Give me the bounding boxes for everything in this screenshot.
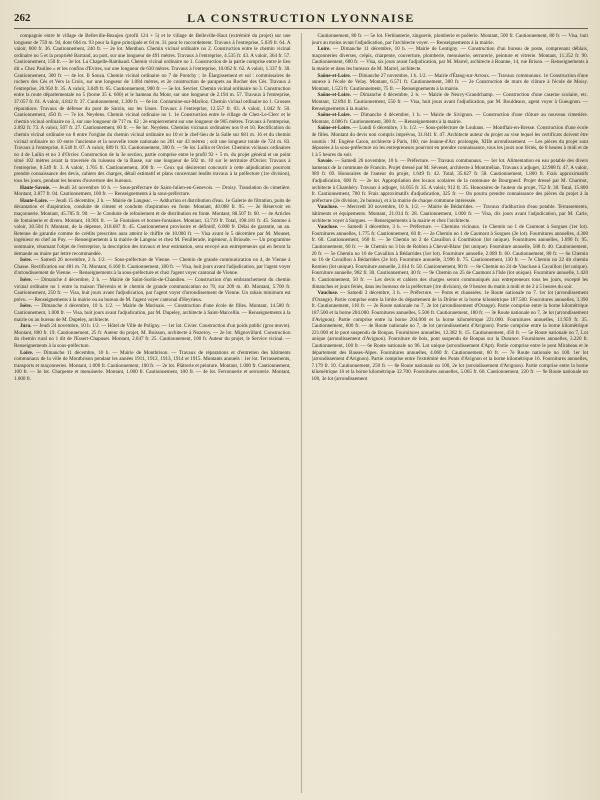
notice-paragraph: [312, 73, 589, 93]
notice-paragraph: [14, 33, 291, 185]
notice-paragraph: [14, 303, 291, 323]
notice-paragraph: [312, 290, 589, 382]
notice-department: Vaucluse.: [317, 204, 339, 211]
column-divider: [301, 33, 302, 793]
notice-paragraph: [312, 224, 589, 290]
notice-department: Vaucluse.: [317, 290, 339, 297]
notice-text: Cautionnement, 80 fr. — 5e lot. Ferblanterie, zinguerie, plomberie et poêlerie. Montant, 500 fr. Cautionnement, 80 fr. — Visa, huit jours au moins avant l'adjudication, par l'architecte voyer. — Renseignements à la mairie.: [311, 33, 588, 46]
notice-text: — Dimanche 11 décembre, 10 h. — Mairie de Montbrison. — Travaux de réparations et d'entretien des bâtiments communaux de la ville de Montbrison pendant les années 1911, 1912, 1913, 1914 et 1915. Montants annuels : 1er lot. Terrassements, transports et maçonneries. Montant, 1.000 fr. Cautionnement, 100 fr. — 2e lot. Plâtrerie et peinture. Montant, 1.000 fr. Cautionnement, 100 fr. — 3e lot. Charpente et menuiserie. Montant, 1.000 fr. Cautionnement, 100 fr. — 4e lot. Ferronnerie et serrurerie. Montant, 1.000 fr.: [14, 349, 291, 382]
notice-department: Saône-et-Loire.: [317, 112, 351, 119]
notice-text: compagnie entre le village de Belleville-Beaujeu (profil 124 + 5) et le village de Belleville-Haut (extrémité du projet) sur une longueur de 759 m. 94, dont 604 m. 93 pour la ligne principale et 64 m. 31 pour le raccordement. Travaux à l'entreprise, 5.039 fr. 64. A valoir, 800 fr. 36. Cautionnement, 240 fr. — 2e lot. Menthon. Chemin vicinal ordinaire no 2. Construction entre le chemin vicinal ordinaire no 5 et la propriété Barrand, au port, sur une longueur de 491 mètres. Travaux à l'entreprise, 4.535 fr. 43. A valoir, 364 fr. 57. Cautionnement, 150 fr. — 3e lot. La Chapelle-Rambaud. Chemin vicinal ordinaire no 1. Construction de la partie comprise entre le lieu dit « Chez Pauline » et les confins d'Evires, sur une longueur de 630 mètres. Travaux à l'entreprise, 10.062 fr. 62. A valoir, 1.337 fr. 38. Cautionnement, 300 fr. — 4e lot. Il Sonza. Chemin vicinal ordinaire no 7 de Pontchy ; 1e Élargissement et sol : commissaires de rochers des Cés et Vers la Croix, sur une longueur de 1.084 mètres, et 2e construction de parapets au Rocher des Cés. Travaux à l'entreprise, 26.950 fr. 35. A valoir, 3.049 fr. 65. Cautionnement, 900 fr. — 5e lot. Sevrier. Chemin vicinal ordinaire no 3. Construction entre la route départementale no 5 (borne 35 k. 600) et le hameau du Mont, sur une longueur de 2.194 m. 57. Travaux à l'entreprise, 37.057 fr. 61. A valoir, 4.842 fr. 37. Cautionnement, 1.300 fr. — 6e lot. Contamine-sur-Marlioz. Chemin vicinal ordinaire no 1. Grosses réparations. Travaux de défense du pont de Sarzin, sur les Usses. Travaux à l'entreprise, 12.557 fr. 03. A valoir, 1.042 fr. 50. Cautionnement, 450 fr. — 7e lot. Neydens. Chemin vicinal ordinaire no 1. 1e Construction entre le village de Chez-Le-Clerc et le chemin vicinal ordinaire no 3, sur une longueur de 717 m. 62 ; 2e empierrement sur une longueur de 905 mètres. Travaux à l'entreprise, 2.892 fr. 73. A valoir, 507 fr. 27. Cautionnement, 60 fr. — 8e lot. Neydens. Chemins vicinaux ordinaires nos 8 et 10. Rectification du chemin vicinal ordinaire no 8 entre l'origine du chemin vicinal ordinaire no 10 et le chef-lieu de la Salle sur 681 m. 16 et du chemin vicinal ordinaire no 10 entre l'ancienne et la nouvelle route nationale no 201 sur 43 mètres ; soit une longueur totale de 724 m. 83. Travaux à l'entreprise, 8.540 fr. 07. A valoir, 889 fr. 93. Cautionnement, 300 fr. — 9e lot. Lullin et Orcier. Chemins vicinaux ordinaires no 4 de Lullin et no 3 d'Orcier. Construction de la 3e section, partie comprise entre le profil 92 + 5 m. du projet général et un point situé 102 mètres avant la traversée du ruisseau de la Basse, sur une longueur de 502 m. 10 sur le territoire d'Orcier. Travaux à l'entreprise, 8.549 fr. 3. A valoir, 1.765 fr. Cautionnement, 300 fr. — Ceux qui désireront concourir à cette adjudication pourront prendre connaissance des devis, cahiers des charges, détail estimatif et plans concernant lesdits travaux à la préfecture (1re division), tous les jours, pendant les heures d'ouverture des bureaux.: [14, 33, 291, 185]
notice-text: — Jeudi 15 décembre, 2 h. — Mairie de Langeac. — Adduction et distribution d'eau. 1e Galerie de filtration, puits de décantation et d'aspiration, conduite de ciment et conduite d'aspiration en fonte. Montant, 40.068 fr. 95. — 2e Réservoir en maçonnerie. Montant, 45.785 fr. 90. — 3e Conduite de refoulement et de distribution en fonte. Montant, 88.507 fr. 60. — 4e Articles de fontainerie et divers. Montant, 10.901 fr. — 5e Fontaines et bornes-fontaines. Montant, 13.719 fr. Total, 198.181 fr. 45. Somme à valoir, 30.504 fr. Montant, de la dépense, 218.687 fr. 45. Cautionnement provisoire et définitif, 6.000 fr. Délai de garantie, un an. Retenue de garantie comme de crédits prescrites aura atteint le chiffre de 10.000 fr. — Visa avant le 5 décembre par M. Mounet, ingénieur en chef au Puy. — Renseignements à la mairie de Langeac et chez M. Feuillerade, ingénieur, à Brioude. — Un programme sommaire, résumant l'objet de l'entreprise, la description des travaux et leur estimation, sera envoyé aux entrepreneurs qui en feront la demande au maire par lettre recommandée.: [14, 197, 291, 257]
notice-text: — Samedi 26 novembre, 10 h. — Préfecture. — Travaux communaux. — 1er lot. Alimentation en eau potable des divers hameaux de la commune de Francin. Projet dressé par M. Sévenet, architecte à Montmélian. Travaux à adjuger, 32.988 fr. 47. A valoir, 989 fr. 69. Honoraires de l'auteur du projet, 1.649 fr. 42. Total, 35.627 fr. 58. Cautionnement, 1.800 fr. Frais approximatifs d'adjudication, 600 fr. — 2e lot. Appropriation des locaux scolaires de la commune de Bourgneuf. Projet dressé par M. Charmot, architecte à Chambéry. Travaux à adjuger, 14.055 fr. 35. A valoir, 912 fr. 35. Honoraires de l'auteur du projet, 752 fr. 30. Total, 15.800 fr. Cautionnement, 700 fr. Frais approximatifs d'adjudication, 325 fr. — On pourra prendre connaissance des pièces du projet à la préfecture (2e division, 2e bureau), et à la mairie de chaque commune intéressée.: [311, 158, 588, 204]
notice-paragraph: [312, 92, 589, 112]
notice-text: — Dimanche 11 décembre, 10 h. — Mairie de Lentigny. — Construction d'un bureau de poste, comprenant déblais, maçonneries diverses, crépis, charpente, couverture, plomberie, menuiserie, serrurerie, peinture et vitrerie. Montant, 11.352 fr. 90. Cautionnement, 600 fr. — Visa, six jours avant l'adjudication, par M. Marrel, architecte à Roanne, 14, rue Brison. — Renseignements à la mairie et dans les bureaux de M. Marrel, architecte.: [311, 46, 588, 72]
notice-paragraph: [312, 112, 589, 125]
notice-text: — Mercredi 30 novembre, 10 h. 1/2. — Mairie de Bédarrides. — Travaux d'adduction d'eau potable. Terrassements, bâtiments et équipements. Montant, 21.014 fr. 28. Cautionnement, 1.000 fr. — Visa, dix jours avant l'adjudication, par M. Carle, architecte voyer à Sorgues. — Renseignements à la mairie et chez l'architecte.: [311, 204, 588, 224]
notice-paragraph: [14, 323, 291, 349]
notice-text: — Lundi 6 décembre, 1 h. 1/2. — Sous-préfecture de Louhans. — Montflair-en-Bresse. Construction d'une école de filles. Montant du devis non compris imprévus, 31.841 fr. 47. Architecte auteur du projet au vise lequel les certificats doivent être soumis : M. Eugène Caron, architecte à Paris, 160, rue Jeanne-d'Arc prolongée, XIIIe arrondissement. — Les pièces du projet sont déposées à la sous-préfecture où les entrepreneurs pourront en prendre connaissance, tous les jours non fériés, de 8 heures à midi et de 1 à 5 heures du soir.: [311, 125, 588, 158]
page-number: 262: [14, 12, 31, 24]
notice-paragraph: [312, 125, 589, 158]
notice-paragraph: [312, 158, 589, 204]
notice-department: Jura.: [20, 323, 32, 330]
notice-department: Saône-et-Loire.: [317, 92, 351, 99]
notice-text: — Samedi 3 décembre, 3 h. — Préfecture. — Ponts et chaussées. 1e Route nationale no 7. 1er lot (arrondissement d'Orange). Partie comprise entre la limite du département de la Drôme et la borne kilométrique 187.500. Fournitures annuelles, 3.390 fr. Cautionnement, 110 fr. — 2e Route nationale no 7, 2e lot (arrondissement d'Orange). Partie comprise entre la borne kilométrique 187.500 et la borne 204.000. Fournitures annuelles, 5.500 fr. Cautionnement, 180 fr. — 3e Route nationale no 7, 3e lot (arrondissement d'Avignon). Partie comprise entre la borne 204.000 et la borne kilométrique 221.000. Fournitures annuelles, 11.959 fr. 35. Cautionnement, 600 fr. — 4e Route nationale no 7, 4e lot (arrondissement d'Avignon). Partie comprise entre la borne kilométrique 221.000 et le pont suspendu de Bonpas. Fournitures annuelles, 12.382 fr. 15. Cautionnement, 450 fr. — 5e Route nationale no 7, Lot unique (arrondissement d'Avignon). Fourniture de bois, pont suspendu de Bonpas sur la Durance. Fournitures annuelles, 3.220 fr. Cautionnement, 100 fr. — 6e Route nationale no 96. Lot unique (arrondissement d'Apt). Partie comprise entre le pont Mirabeau et le département des Basses-Alpes. Fournitures annuelles, 4.060 fr. Cautionnement, 60 fr. — 7e Route nationale no 100. 1er lot (arrondissement d'Avignon). Partie comprise entre l'extrémité des Ponts d'Avignon et la borne kilométrique 16. Fournitures annuelles, 7.179 fr. 10. Cautionnement, 250 fr. — 8e Route nationale no 100, 2e lot (arrondissement d'Avignon). Partie comprise entre la borne kilométrique 16 et la borne kilométrique 32.700. Fournitures annuelles, 5.065 fr. 60. Cautionnement, 220 fr. — 9e Route nationale no 100, 3e lot (arrondissement: [311, 290, 588, 382]
notice-text: — Samedi 26 novembre, 2 h. 1/2. — Sous-préfecture de Vienne. — Chemin de grande communication no 4, de Vienne à Chasse. Rectification sur 481 m. 74. Montant, 6.160 fr. Cautionnement, 180 fr. — Visa, huit jours avant l'adjudication, par l'agent voyer d'arrondissement de Vienne. — Renseignements à la sous-préfecture et chez l'agent voyer cantonal de Vienne.: [14, 257, 291, 277]
notice-department: Haute-Savoie.: [20, 184, 51, 191]
text-columns: [14, 33, 588, 793]
notice-department: Isère.: [20, 303, 32, 310]
notice-paragraph: [14, 198, 291, 257]
notice-paragraph: [312, 46, 589, 72]
notice-department: Saône-et-Loire.: [317, 72, 351, 79]
right-column: [312, 33, 589, 793]
notice-paragraph: [312, 204, 589, 224]
notice-paragraph: [14, 185, 291, 198]
notice-text: — Dimanche 4 décembre, 1 h. — Mairie de Sivignon. — Construction d'une clôture au nouveau cimetière. Montant, 4.086 fr. Cautionnement, 300 fr. — Renseignements à la mairie.: [311, 112, 588, 125]
notice-text: — Dimanche 27 novembre, 1 h. 1/2. — Mairie d'Étang-sur-Arroux. — Travaux communaux. 1e Construction d'une annexe à l'école de Velay. Montant, 6.571 fr. Cautionnement, 300 fr. — 2e Construction de murs de clôture à l'école de Moisy. Montant, 1.523 fr. Cautionnement, 75 fr. — Renseignements à la mairie.: [311, 72, 588, 92]
notice-paragraph: [14, 350, 291, 383]
notice-text: — Samedi 3 décembre, 3 h. — Préfecture. — Chemins vicinaux. 1e Chemin no 1 de Caumont à Sorgues (1er lot). Fournitures annuelles, 1.775 fr. Cautionnement, 60 fr. — 2e Chemin no 1 de Caumont à Sorgues (2e lot). Fournitures annuelles, 4.300 fr. 60. Cautionnement, 160 fr. — 3e Chemin no 2 de Cavaillon à Courthézon (lot unique). Fournitures annuelles, 1.890 fr. 95. Cautionnement, 60 fr. — 4e Chemin no 3 bis de Robion à Cheval-Blanc (lot unique). Fourniture annuelle, 588 fr. 40. Cautionnement, 20 fr. — 5e Chemin no 16 de Cavaillon à Bédarrides (1er lot). Fourniture annuelle, 2.089 fr. 60. Cautionnement, 80 fr. — 6e Chemin no 16 de Cavaillon à Bédarrides (2e lot). Fourniture annuelle, 3.996 fr. 75. Cautionnement, 130 fr. — 7e Chemin no 22 dit chemin Romieu (lot unique). Fourniture annuelle, 2.614 fr. 50. Cautionnement, 90 fr. — 8e Chemin no 24 de Vaucluse à Cavaillon (lot unique). Fourniture annuelle, 982 fr. 30. Cautionnement, 40 fr. — 9e Chemin no 25 de Caumont à l'Isle (lot unique). Fourniture annuelle, 1.420 fr. Cautionnement, 50 fr. — Les devis et cahiers des charges seront communiqués aux entrepreneurs tous les jours, excepté les dimanches et jours fériés, dans les bureaux de la préfecture (1re division), de 9 heures du matin à midi et de 2 à 5 heures du soir.: [311, 224, 588, 290]
notice-department: Vaucluse.: [317, 224, 339, 231]
notice-department: Loire.: [317, 46, 331, 53]
notice-department: Haute-Loire.: [20, 197, 49, 204]
notice-text: — Dimanche 4 décembre, 10 h. 1/2. — Mairie de Murinais. — Construction d'une école de filles. Montant, 14.580 fr. Cautionnement, 1.000 fr. — Visa, huit jours avant l'adjudication, par M. Dupeley, architecte à Saint-Marcellin. — Renseignements à la mairie ou au bureau de M. Dupeley, architecte.: [14, 303, 291, 323]
running-title: LA CONSTRUCTION LYONNAISE: [187, 10, 415, 25]
notice-text: — Jeudi 24 novembre, 10 h. 1/2. — Hôtel de Ville de Poligny. — 1er lot. Civier. Construction d'un poids public (gros œuvre). Montant, 800 fr. 19. Cautionnement, 25 fr. Auteur du projet, M. Boisson, architecte à Nozeroy. — 2e lot. Mignovillard. Construction du chemin rural no 1 dit de l'Essert-Chapuset. Montant, 2.047 fr. 25. Cautionnement, 100 fr. Auteur du projet, le Service vicinal. — Renseignements à la sous-préfecture.: [14, 323, 291, 349]
notice-department: Savoie.: [317, 158, 333, 165]
notice-department: Loire.: [20, 349, 34, 356]
page-header: [14, 8, 588, 29]
notice-text: — Dimanche 4 décembre, 2 h. — Mairie de Neuvy-Grandchamp. — Construction d'une caserne scolaire, etc. Montant, 12.894 fr. Cautionnement, 550 fr. — Visa, huit jours avant l'adjudication, par M. Bouldeaux, agent voyer à Gueugnon. — Renseignements à la mairie.: [311, 92, 588, 112]
notice-department: Saône-et-Loire.: [317, 125, 351, 132]
notice-text: — Dimanche 4 décembre, 2 h. — Mairie de Saint-Sorlin-de-Chandieu. — Construction d'un embranchement du chemin vicinal ordinaire no 1 entre la maison Thévenin et le chemin de grande communication no 70, sur 209 m. 40. Montant, 5.700 fr. Cautionnement, 250 fr. — Visa, huit jours avant l'adjudication, par l'agent voyer d'arrondissement de Vienne. Un rabais minimum est prévu. — Renseignements à la mairie ou au bureau de M. l'agent voyer cantonal d'Heyrieux.: [14, 276, 291, 303]
notice-department: Isère.: [20, 257, 32, 264]
notice-paragraph: [14, 277, 291, 303]
left-column: [14, 33, 291, 793]
notice-text: — Jeudi 24 novembre 10 h. — Sous-préfecture de Saint-Julien-en-Genevois. — Droisy. Translation du cimetière. Montant, 3.877 fr. 04. Cautionnement, 100 fr. — Renseignements à la sous-préfecture.: [14, 184, 291, 198]
notice-department: Isère.: [20, 276, 32, 283]
notice-paragraph: [14, 257, 291, 277]
notice-paragraph: [312, 33, 589, 46]
